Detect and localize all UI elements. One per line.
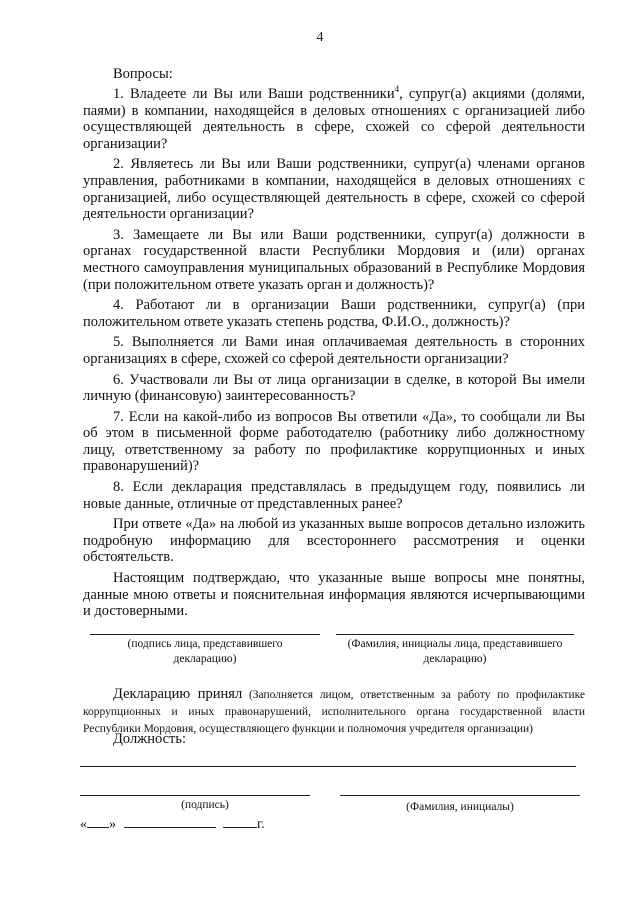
name-caption-2: (Фамилия, инициалы) [406,801,514,813]
detail-note: При ответе «Да» на любой из указанных выше вопросов детально изложить подробную информацию для всестороннего рассмотрения и оценки обстоятельств. [83,516,585,566]
position-line[interactable] [80,766,576,767]
question-1-text: 1. Владеете ли Вы или Ваши родственники [113,86,395,102]
year-suffix: г. [257,817,265,832]
name-line-2[interactable] [340,795,580,796]
signature-line-2[interactable] [80,795,310,796]
questions-heading: Вопросы: [113,66,173,82]
question-6: 6. Участвовали ли Вы от лица организации в сделке, в которой Вы имели личную (финансовую) заинтересованность? [83,371,585,405]
signature-caption: (подпись лица, представившего декларацию) [127,638,283,665]
page-number: 4 [316,30,324,45]
name-line[interactable] [336,634,574,635]
question-3: 3. Замещаете ли Вы или Ваши родственники, супруг(а) должности в органах государственной власти Республики Мордовия и (или) органах местного самоуправления муниципальных образований в Республике Мордовия (при положительном ответе указать орган и должность)? [83,226,585,293]
question-2: 2. Являетесь ли Вы или Ваши родственники, супруг(а) членами органов управления, работниками в компании, находящейся в деловых отношениях с организацией, либо осуществляющей деятельность в сфере, схожей со сферой деятельности организации? [83,156,585,223]
question-1-text-rest: , супруг(а) акциями (долями, паями) в компании, находящейся в деловых отношениях с организацией либо осуществляющей деятельность в сфере, схожей со сферой деятельности организации? [83,86,585,152]
date-line [80,815,265,833]
accepted-label: Декларацию принял [113,686,243,702]
question-5: 5. Выполняется ли Вами иная оплачиваемая деятельность в сторонних организациях в сфере, схожей со сферой деятельности организации? [83,334,585,367]
accepted-note: (Заполняется лицом, ответственным за работу по профилактике коррупционных и иных правонарушений, исполнительного органа государственной власти Республики Мордовия, осуществляющего функции и полномочия учредителя организации) [83,689,585,735]
month-field[interactable] [124,815,216,828]
position-label: Должность: [113,731,186,747]
question-8: 8. Если декларация представлялась в предыдущем году, появились ли новые данные, отличные от представленных ранее? [83,479,585,512]
year-field[interactable] [223,815,257,828]
day-field[interactable] [87,815,109,828]
name-caption: (Фамилия, инициалы лица, представившего декларацию) [347,638,563,665]
questions-section [83,66,585,620]
signature-line[interactable] [90,634,320,635]
date-open-quote: « [80,817,87,832]
question-4: 4. Работают ли в организации Ваши родственники, супруг(а) (при положительном ответе указать степень родства, Ф.И.О., должность)? [83,297,585,330]
footnote-ref: 4 [394,84,400,95]
question-7: 7. Если на какой-либо из вопросов Вы ответили «Да», то сообщали ли Вы об этом в письменной форме работодателю (работнику либо должностному лицу, ответственному за работу по профилактике коррупционных и иных правонарушений)? [83,408,585,475]
question-1 [83,86,585,152]
signature-caption-2: (подпись) [181,799,229,811]
confirmation-text: Настоящим подтверждаю, что указанные выше вопросы мне понятны, данные мною ответы и пояснительная информация являются исчерпывающими и достоверными. [83,570,585,620]
date-close-quote: » [109,817,116,832]
